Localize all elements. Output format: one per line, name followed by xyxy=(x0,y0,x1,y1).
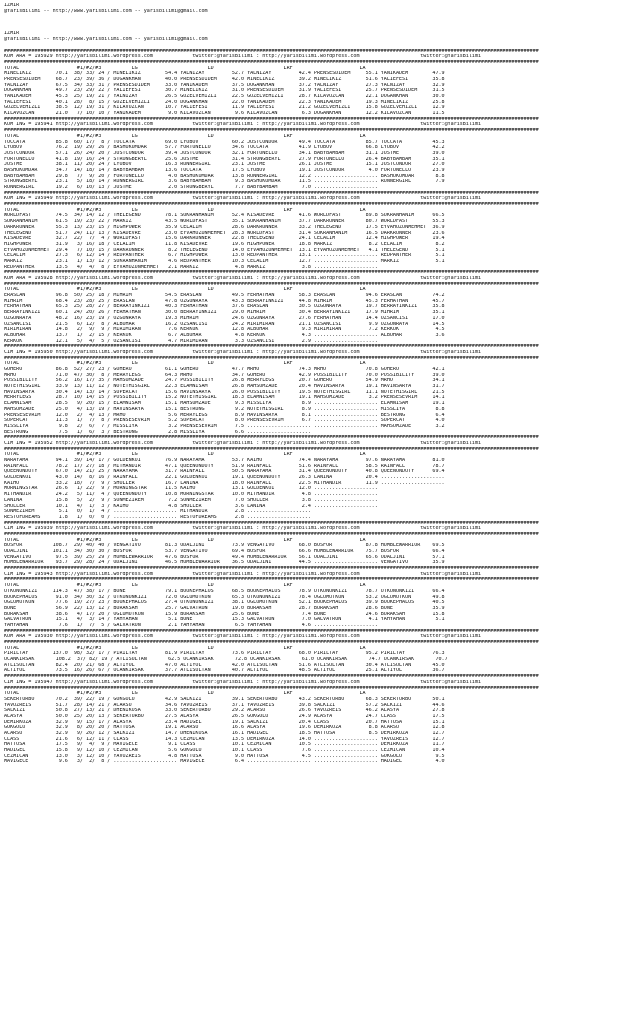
separator-line: ################################################################################################################################################################################ xyxy=(4,685,539,691)
result-row: HAVINSARYA 30.4 14/ 13/ 14 / SUPERCAT 15.6 HAVINSARYA 26.0 POSSIBILITY 19.5 NOTETHISGIRL 11.1 NOTETHISGIRL 21.5 xyxy=(4,389,445,395)
result-row: RAINFALL 78.2 17/ 27/ 18 / MITHANDIR 47.1 QUEENONDUTY 51.9 RAINFALL 51.6 RAINFALL 58.5 RAINFALL 78.7 xyxy=(4,463,445,469)
column-header: TOTAL #1/#2/#3 LG LD LRF LA xyxy=(4,583,366,589)
result-row: MARKIZ 23.1 1/ 13/ 12 / SUKRANHANIM 4.6 REDPANTHER 10.3 CELALIM 12.7 ..................... MARKIZ 5.1 xyxy=(4,258,445,264)
result-row: PIRILTAY 137.0 98/ 32/ 17 / PIRILTAY 81.9 PIRILTAY 73.6 PIRILTAY 68.0 PIRILTAY 95.2 PIRILTAY 76.3 xyxy=(4,651,445,657)
column-header: TOTAL #1/#2/#3 LG LD LRF LA xyxy=(4,287,366,293)
result-row: GOLDENKOI 43.0 14/ 8/ 16 / RAINFALL 22.1 GOLDENKOI 19.1 QUEENONDUTY 26.3 LANINA 20.4 ..................... xyxy=(4,475,445,481)
city-heading: IZMIR xyxy=(4,31,20,37)
result-row: SHULLER 10.1 4/ 1/ 3 / KAIHO 4.8 SHULLER 3.6 LANINA 2.4 ..................... xyxy=(4,503,378,509)
result-row: ERASLAN 96.8 50/ 25/ 18 / MIHRIM 54.5 ERASLAN 49.5 FERHATHAN 58.3 ERASLAN 94.6 ERASLAN 74.2 xyxy=(4,293,445,299)
result-row: BERRAYINKIZI 60.1 24/ 20/ 26 / FERHATHAN 30.0 BERRAYINKIZI 29.0 MIHRIM 30.4 BERRAYINKIZI 17.9 MIHRIM 35.1 xyxy=(4,310,445,316)
separator-line: ################################################################################################################################################################################ xyxy=(4,566,539,572)
result-row: MERRYLEGS 28.7 10/ 14/ 15 / POSSIBILITY 15.2 NOTETHISGIRL 18.3 ELAMNISAM 19.1 MAHSUMZADE 3.2 PRENSESEVRIM 14.1 xyxy=(4,395,445,401)
separator-line: ################################################################################################################################################################################ xyxy=(4,344,539,350)
result-row: HATTUSA 17.5 9/ 4/ 9 / MAVIGECE 9.1 CLASS 10.1 CEZMICAN 10.5 ..................... DEMIRKOZA 11.7 xyxy=(4,742,445,748)
separator-line: ################################################################################################################################################################################ xyxy=(4,446,539,452)
result-row: BURAKSAH 38.6 4/ 17/ 20 / OGLUMUTKUN 15.9 BURAKSAH 25.6 BONE 7.4 BONE 24.6 BURAKSAH 15.8 xyxy=(4,611,445,617)
result-row: GALVATRON 15.1 4/ 3/ 14 / YAHYAHAN 5.1 BONE 15.3 GALVATRON 7.0 GALVATRON 4.1 YAHYAHAN 5.1 xyxy=(4,617,445,623)
result-row: SALKIZI 50.8 27/ 13/ 21 / DHENIKOSA 33.0 SEKERTURBO 29.2 ACARSU 26.6 YAVUZREIS 46.2 ALASYA 27.8 xyxy=(4,708,445,714)
race-title: CIM ING = 195952 http://yarisbilimi.wordpress.com twitter:@YarisBilimi : http://yarisbilimi.wordpress.com twitter:@YarisBilimi xyxy=(4,440,482,446)
separator-line: ################################################################################################################################################################################ xyxy=(4,577,539,583)
result-row: MAHSUMZADE 25.0 4/ 13/ 19 / HAVINSARYA 15.1 BESTRONG 9.2 NOTETHISGIRL 8.9 ..................... MISSLIYA 8.8 xyxy=(4,406,445,412)
result-row: YAVUZREIS 51.7 28/ 14/ 21 / ACARSU 34.6 YAVUZREIS 37.1 YAVUZREIS 39.8 SALKIZI 57.2 SALKIZI 44.6 xyxy=(4,702,445,708)
separator-line: ################################################################################################################################################################################ xyxy=(4,640,539,645)
column-header: TOTAL #1/#2/#3 LG LD LRF LA xyxy=(4,452,366,458)
result-row: BOUKEPHALOS 91.0 34/ 30/ 32 / UTKUNUNKIZI 72.0 OGLUMUTKUN 65.3 UTKUNUNKIZI 78.4 OGLUMUTKUN 53.2 OGLUMUTKUN 49.8 xyxy=(4,594,445,600)
race-title: CIM ING = 195939 http://yarisbilimi.wordpress.com twitter:@YarisBilimi : http://yarisbilimi.wordpress.com twitter:@YarisBilimi xyxy=(4,526,482,532)
race-title: KUM ARA = 195930 http://yarisbilimi.wordpress.com twitter:@YarisBilimi : http://yarisbilimi.wordpress.com twitter:@YarisBilimi xyxy=(4,634,482,640)
result-row: ACARSU 32.9 9/ 26/ 12 / SALKIZI 14.7 DHENIKOSA 16.1 HADIGEL 18.5 HATTUSA 8.5 DEMIRKOZA 12.7 xyxy=(4,731,445,736)
separator-line: ################################################################################################################################################################################ xyxy=(4,59,539,65)
result-row: LANINA 15.8 5/ 2/ 9 / SONMEZIREM 7.2 SONMEZIREM 7.0 SHULLER 3.8 ..................... xyxy=(4,497,378,503)
result-row: DARKRUNNER 55.3 13/ 23/ 15 / HIGHPOWER 35.9 CELALIM 28.6 DARKRUNNER 33.2 THELEGEND 17.5 EYVAHUZUNMEHMET 36.9 xyxy=(4,224,445,230)
result-row: HUMBLEWARRIOR 93.7 29/ 28/ 24 / ODALJINI 46.5 HUMBLEWARRIOR 36.5 ODALJINI 44.5 ..................... VENGATIVO 35.9 xyxy=(4,560,445,566)
race-title: CIM ING = 195950 http://yarisbilimi.wordpress.com twitter:@YarisBilimi : http://yarisbilimi.wordpress.com twitter:@YarisBilimi xyxy=(4,349,482,355)
result-row: DOGANKHAN 49.7 23/ 29/ 22 / YALIEFESI 30.7 MINELIKIZ 31.0 PRENSESDIDEM 31.9 YALIEFESI 25.7 PRENSESDIDEM 31.5 xyxy=(4,88,445,94)
result-row: OGLUMUTKUN 77.6 19/ 27/ 23 / BOUKEPHALOS 27.4 UTKUNUNKIZI 38.1 OGLUMUTKUN 52.1 BOUKEPHALOS 39.9 BOUKEPHALOS 40.5 xyxy=(4,600,445,606)
result-row: SUKRANHANIM 61.5 19/ 23/ 22 / MARKIZ 43.5 WORLDFAST 35.1 SUKRANHANIM 37.7 DARKRUNNER 80.7 WORLDFAST 55.3 xyxy=(4,219,445,225)
result-row: MIRIMIRAN 14.8 2/ 9/ 9 / MIRIMIRAN 7.6 KERKUK 12.8 ALBUHAR 9.3 MIRIMIRAN 7.2 KERKUK 4.5 xyxy=(4,327,445,333)
column-header: TOTAL #1/#2/#3 LG LD LRF LA xyxy=(4,65,366,71)
result-row: JUSTME 38.1 11/ 20/ 24 / LYUBOV 16.3 RUNNERGIRL 23.1 JUSTME 26.1 JUSTME 15.1 JUSTCONDOR 27.0 xyxy=(4,162,445,168)
column-header: TOTAL #1/#2/#3 LG LD LRF LA xyxy=(4,691,366,697)
result-row: GOHERO 86.8 52/ 27/ 23 / GOHERO 61.1 GOHERO 47.7 MRHO 74.3 MRHO 70.8 GOHERO 42.1 xyxy=(4,367,445,372)
result-row: MORNINGSTAR 26.6 1/ 22/ 9 / MORNINGSTAR 11.5 KAIHO 13.1 GOLDENKOI 12.0 ..................... xyxy=(4,486,378,492)
column-header: TOTAL #1/#2/#3 LG LD LRF LA xyxy=(4,133,366,139)
race-list xyxy=(4,49,539,766)
race-title: KUM ARA = 195928 http://yarisbilimi.wordpress.com twitter:@YarisBilimi : http://yarisbilimi.wordpress.com twitter:@YarisBilimi xyxy=(4,276,482,281)
column-header: TOTAL #1/#2/#3 LG LD LRF LA xyxy=(4,361,366,367)
race-title: KUM ING = 195941 http://yarisbilimi.wordpress.com twitter:@YarisBilimi : http://yarisbilimi.wordpress.com twitter:@YarisBilimi xyxy=(4,122,482,128)
result-row: STRONGBERYL 23.1 5/ 18/ 14 / RUNNERGIRL 3.6 BABYBAMBAM 9.3 BASHUKUMDAR 11.5 ..................... RUNNERGIRL 7.9 xyxy=(4,179,445,185)
result-row: CEZMICAN 13.0 3/ 12/ 10 / YAVUZREIS 4.8 HATTUSA 9.0 HATTUSA 4.5 ..................... GOKGOLU 9.5 xyxy=(4,753,445,759)
result-row: ODALJINI 101.1 34/ 30/ 30 / BOSFOR 53.7 VENGATIVO 69.4 BOSFOR 66.6 HUMBLEWARRIOR 75.7 BOSFOR 66.4 xyxy=(4,549,445,554)
result-row: KERKUK 12.1 5/ 4/ 5 / OZSANCISI 4.7 MIRIMIRAN 3.3 OZSANCISI 2.9 ..................... xyxy=(4,338,378,344)
result-row: PRENSESDIDEM 68.7 23/ 39/ 36 / DOGANKHAN 40.0 PRENSESDIDEM 42.0 MINELIKIZ 39.2 MINELIKIZ 51.6 YALIEFESI 35.8 xyxy=(4,76,445,82)
result-row: WORLDFAST 74.5 34/ 14/ 12 / THELEGEND 78.1 SUKRANHANIM 52.4 KISADEVRE 41.6 WORLDFAST 89.8 SUKRANHANIM 66.5 xyxy=(4,213,445,219)
result-row: THELEGEND 51.7 24/ 11/ 13 / KISADEVRE 23.0 EYVAHUZUNMEHMET 28.3 WORLDFAST 31.4 SUKRANHANIM 16.5 DARKRUNNER 23.6 xyxy=(4,230,445,236)
separator-line: ################################################################################################################################################################################ xyxy=(4,270,539,276)
separator-line: ################################################################################################################################################################################ xyxy=(4,435,539,441)
result-row: QUEENONDUTY 67.0 14/ 21/ 25 / NARAYAMA 31.7 RAINFALL 50.5 NARAYAMA 31.4 QUEENONDUTY 40.8 QUEENONDUTY 69.4 xyxy=(4,469,445,475)
separator-line: ################################################################################################################################################################################ xyxy=(4,674,539,680)
result-row: UCANKIRSAK 108.2 37/ 82/ 19 / ATLISULTAN 62.5 UCANKIRSAK 72.8 UCANKIRSAK 61.0 UCANKIRSAK 74.7 UCANKIRSAK 70.7 xyxy=(4,657,448,663)
separator-line: ################################################################################################################################################################################ xyxy=(4,190,539,196)
result-row: NOTETHISGIRL 33.9 13/ 11/ 12 / NOTETHISGIRL 22.3 ELAMNISAM 26.8 MAHSUMZADE 20.4 HAVINSARYA 19.1 HAVINSARYA 31.7 xyxy=(4,384,445,390)
result-row: OZGUNRAYA 48.2 16/ 23/ 19 / OZGUNRAYA 19.3 MIHRIM 24.6 OZGUNRAYA 27.6 FERHATHAN 14.4 OZSANCISI 17.0 xyxy=(4,315,445,321)
result-row: POSSIBILITY 56.2 16/ 17/ 35 / MAHSUMZADE 24.7 POSSIBILITY 26.8 MERRYLEGS 20.7 GOHERO 54.9 MRHO 34.1 xyxy=(4,378,445,384)
column-header: TOTAL #1/#2/#3 LG LD LRF LA xyxy=(4,207,366,213)
result-row: YALIEFESI 40.1 28/ 8/ 15 / GUZELVEHIZLI 24.0 DOGANKHAN 22.0 YANIKADEM 22.3 YANIKADEM 19.3 MINELIKIZ 25.8 xyxy=(4,99,445,105)
result-row: FORTUNELLO 41.8 19/ 16/ 24 / STRONGBERYL 25.6 JUSTME 31.4 STRONGBERYL 27.9 FORTUNELLO 26.4 BABYBAMBAM 35.1 xyxy=(4,156,445,162)
result-row: JUSTCONDOR 57.1 26/ 24/ 20 / JUSTCONDOR 39.4 JUSTCONDOR 32.1 FORTUNELLO 34.1 BABYBAMBAM 31.1 JUSTME 39.0 xyxy=(4,150,445,156)
result-row: GUZELVEHIZLI 38.5 12/ 19/ 31 / KILAVUZCAN 10.7 YALIEFESI 11.9 YALIEFESI 21.2 GUZELVEHIZLI 15.8 GUZELVEHIZLI 12.9 xyxy=(4,105,445,111)
result-row: REDPANTHER 13.5 4/ 4/ 8 / EYVAHUZUNMEHMET 2.1 MARKIZ 4.8 MARKIZ 3.8 ..................... xyxy=(4,264,378,270)
result-row: KAIHO 33.2 18/ 7/ 9 / SHULLER 16.7 LANINA 18.0 RAINFALL 22.5 MITHANDIR 11.9 ..................... xyxy=(4,480,445,486)
result-row: RESTOFDREAMS 1.8 1/ 0/ 0 / ..................... RESTOFDREAMS 2.8 ..................... xyxy=(4,514,311,520)
result-row: MIHRIM 68.4 23/ 28/ 25 / ERASLAN 47.8 OZGUNRAYA 43.3 BERRAYINKIZI 44.8 MIHRIM 45.3 FERHATHAN 45.7 xyxy=(4,298,445,304)
result-row: ATLISULTAN 82.4 20/ 21/ 68 / ALTIYOL 47.0 ALTIYOL 42.0 ATLISULTAN 51.6 ATLISULTAN 30.4 ATLISULTAN 45.0 xyxy=(4,662,445,668)
result-row: UTKUNUNKIZI 114.3 47/ 38/ 17 / BONE 79.1 BOUKEPHALOS 68.5 BOUKEPHALOS 78.9 UTKUNUNKIZI 78.7 UTKUNUNKIZI 66.4 xyxy=(4,588,445,594)
result-row: LYUBOV 76.2 19/ 29/ 26 / BASHUKUMDAR 57.7 FORTUNELLO 34.6 TOCCATA 41.9 LYUBOV 66.8 LYUBOV 42.2 xyxy=(4,145,445,151)
result-row: SUPERCAT 11.3 1/ 7/ 8 / PRENSESEVRIM 5.2 SUPERCAT 8.0 PRENSESEVRIM 6.7 ..................... SUPERCAT 4.0 xyxy=(4,418,445,424)
result-row: MRHO 71.0 47/ 30/ 8 / MERRYLEGS 64.3 MRHO 34.7 GOHERO 42.9 POSSIBILITY 70.0 POSSIBILITY 39.0 xyxy=(4,372,445,378)
result-row: DEMIRKOZA 32.9 9/ 15/ 17 / ALASYA 23.4 HADIGEL 19.1 SALKIZI 20.4 CLASS 20.7 HATTUSA 15.1 xyxy=(4,719,445,725)
race-title: KUM ING = 195949 http://yarisbilimi.wordpress.com twitter:@YarisBilimi : http://yarisbilimi.wordpress.com twitter:@YarisBilimi xyxy=(4,196,482,202)
result-row: SEKERTURBO 70.2 39/ 22/ 19 / GOKGOLU 42.9 SALKIZI 39.1 SEKERTURBO 43.2 SEKERTURBO 68.3 SEKERTURBO 50.1 xyxy=(4,696,445,702)
separator-line: ################################################################################################################################################################################ xyxy=(4,628,539,634)
result-row: CELALIM 27.3 6/ 12/ 14 / REDPANTHER 6.7 HIGHPOWER 13.0 REDPANTHER 13.1 ..................... REDPANTHER 5.1 xyxy=(4,253,445,259)
result-row: ALTIYOL 73.5 16/ 26/ 67 / UCANKIRSAK 37.7 ATLISULTAN 40.7 ALTIYOL 48.5 ALTIYOL 25.1 ALTIYOL 36.7 xyxy=(4,668,445,674)
separator-line: ################################################################################################################################################################################ xyxy=(4,355,539,361)
result-row: KILAVUZCAN 21.0 7/ 10/ 10 / YANIKADEM 9.0 KILAVUZCAN 9.6 KILAVUZCAN 6.3 DOGANKHAN 12.2 KILAVUZCAN 11.5 xyxy=(4,111,445,117)
result-row: KISADEVRE 32.7 22/ 7/ 4 / WORLDFAST 15.6 DARKRUNNER 22.8 THELEGEND 24.1 CELALIM 12.4 HIGHPOWER 19.4 xyxy=(4,236,445,242)
result-row: SONMEZIREM 5.1 0/ 1/ 4 / ..................... MITHANDIR 2.8 ..................... xyxy=(4,509,311,515)
result-row: BABYBAMBAM 29.8 7/ 9/ 20 / FORTUNELLO 4.0 BASHUKUMDAR 13.8 RUNNERGIRL 12.2 ..................... BASHUKUMDAR 8.8 xyxy=(4,173,445,179)
result-row: YAHYAHAN 7.6 1/ 7/ 5 / GALVATRON 2.1 YAHYAHAN 6.5 YAHYAHAN 4.6 ..................... xyxy=(4,622,378,628)
separator-line: ################################################################################################################################################################################ xyxy=(4,116,539,122)
race-title: CIM ING = 195947 http://yarisbilimi.wordpress.com twitter:@YarisBilimi : http://yarisbilimi.wordpress.com twitter:@YarisBilimi xyxy=(4,679,482,685)
result-row: MITHANDIR 24.2 5/ 11/ 4 / QUEENONDUTY 10.8 MORNINGSTAR 10.0 MITHANDIR 4.8 ..................... xyxy=(4,492,378,498)
separator-line: ################################################################################################################################################################################ xyxy=(4,531,539,537)
result-row: BOSFOR 108.7 29/ 40/ 40 / VENGATIVO 81.3 ODALJINI 73.9 VENGATIVO 68.0 BOSFOR 87.8 HUMBLEWARRIOR 69.5 xyxy=(4,543,445,549)
result-row: ALBUHAR 13.7 1/ 2/ 15 / KERKUK 6.7 ALBUHAR 4.8 KERKUK 4.3 ..................... ALBUHAR 3.6 xyxy=(4,332,445,338)
result-row: BASHUKUMDAR 34.7 14/ 18/ 14 / BABYBAMBAM 13.6 TOCCATA 17.5 LYUBOV 19.1 JUSTCONDOR 4.0 FORTUNELLO 23.9 xyxy=(4,167,445,173)
result-row: VENGATIVO 97.5 39/ 25/ 29 / HUMBLEWARRIOR 47.6 BOSFOR 49.4 HUMBLEWARRIOR 56.1 ODALJINI 65.6 ODALJINI 57.1 xyxy=(4,554,445,560)
column-header: TOTAL #1/#2/#3 LG LD LRF LA xyxy=(4,645,366,651)
city-heading: IZMIR xyxy=(4,3,20,8)
result-row: MAVIGECE 9.6 3/ 2/ 8 / ..................... MAVIGECE 6.4 ..................... ..................... HADIGEL 4.0 xyxy=(4,759,445,765)
results-document xyxy=(4,3,539,765)
separator-line: ################################################################################################################################################################################ xyxy=(4,128,539,134)
result-row: NARAYAMA 94.1 39/ 14/ 17 / GOLDENKOI 76.9 NARAYAMA 53.7 KAIHO 74.4 NARAYAMA 97.6 NARAYAMA 81.0 xyxy=(4,458,445,463)
result-row: HADIGEL 15.8 9/ 12/ 10 / CEZMICAN 5.6 GOKGOLU 10.1 CLASS 7.6 ..................... CEZMICAN 10.4 xyxy=(4,748,445,754)
result-row: RUNNERGIRL 19.2 6/ 10/ 13 / JUSTME 2.0 STRONGBERYL 7.7 BABYBAMBAM 7.0 ..................... xyxy=(4,185,378,190)
race-title: KUM ARA = 195929 http://yarisbilimi.wordpress.com twitter:@YarisBilimi : http://yarisbilimi.wordpress.com twitter:@YarisBilimi xyxy=(4,54,482,60)
result-row: CLASS 21.6 6/ 12/ 11 / CLASS 14.3 CEZMICAN 13.5 DEMIRKOZA 14.0 ..................... YAVUZREIS 12.7 xyxy=(4,736,445,742)
race-title: CIM ING = 195943 http://yarisbilimi.wordpress.com twitter:@YarisBilimi : http://yarisbilimi.wordpress.com twitter:@YarisBilimi xyxy=(4,571,482,577)
result-row: TOCCATA 85.8 60/ 17/ 8 / TOCCATA 69.0 LYUBOV 60.2 JUSTCONDOR 49.4 TOCCATA 85.7 TOCCATA 45.3 xyxy=(4,139,445,145)
result-row: BONE 56.9 22/ 13/ 12 / BURAKSAH 25.7 GALVATRON 19.0 BURAKSAH 28.7 BURAKSAH 28.6 BONE 35.9 xyxy=(4,605,445,611)
result-row: GOKGOLU 32.9 8/ 20/ 20 / HATTUSA 19.1 ACARSU 16.6 ALASYA 19.6 DEMIRKOZA 8.8 ACARSU 12.8 xyxy=(4,725,445,731)
result-row: YANIKADEM 45.3 25/ 19/ 21 / YALNIZAY 26.5 GUZELVEHIZLI 22.5 GUZELVEHIZLI 28.7 KILAVUZCAN 22.1 DOGANKHAN 30.0 xyxy=(4,94,445,99)
column-header: TOTAL #1/#2/#3 LG LD LRF LA xyxy=(4,537,366,543)
result-row: FERHATHAN 65.3 25/ 28/ 27 / BERRAYINKIZI 40.3 FERHATHAN 37.6 ERASLAN 30.5 OZGUNRAYA 19.7 BERRAYINKIZI 35.8 xyxy=(4,304,445,310)
separator-line: ################################################################################################################################################################################ xyxy=(4,202,539,208)
result-row: PRENSESEVRIM 12.0 2/ 4/ 13 / MRHO 5.6 MERRYLEGS 8.9 HAVINSARYA 8.1 ..................... BESTRONG 6.4 xyxy=(4,412,445,418)
credit-line: @YarisBilimi -- http://www.yarisbilimi.com -- yarisbilimi@gmail.com xyxy=(4,37,208,43)
result-row: BESTRONG 7.5 1/ 6/ 3 / BESTRONG 2.8 MISSLIYA 6.6 ..................... xyxy=(4,429,311,435)
separator-line: ################################################################################################################################################################################ xyxy=(4,281,539,287)
result-row: ALASYA 50.0 25/ 20/ 13 / SEKERTURBO 27.5 ALASYA 26.5 GOKGOLU 24.9 ALASYA 24.7 CLASS 17.5 xyxy=(4,713,445,719)
result-row: ELAMNISAM 28.5 9/ 20/ 15 / ELAMNISAM 15.1 MAHSUMZADE 9.3 MISSLIYA 8.9 ..................... ELAMNISAM 19.1 xyxy=(4,401,445,407)
result-row: HIGHPOWER 31.9 3/ 16/ 18 / CELALIM 11.8 KISADEVRE 19.6 HIGHPOWER 18.8 MARKIZ 8.2 CELALIM 8.2 xyxy=(4,241,445,247)
result-row: OZSANCISI 21.5 6/ 12/ 8 / ALBUHAR 16.2 OZSANCISI 24.2 MIRIMIRAN 21.1 OZSANCISI 9.9 OZGUNRAYA 14.5 xyxy=(4,321,445,327)
credit-line: @YarisBilimi -- http://www.yarisbilimi.com -- yarisbilimi@gmail.com xyxy=(4,8,208,14)
result-row: EYVAHUZUNMEHMET 29.4 7/ 10/ 15 / DARKRUNNER 8.2 THELEGEND 14.0 EYVAHUZUNMEHMET 13.1 EYVAHUZUNMEHMET 4.1 THELEGEND 5.1 xyxy=(4,247,445,253)
result-row: MISSLIYA 9.8 2/ 6/ 7 / MISSLIYA 3.2 PRENSESEVRIM 7.5 ..................... ..................... MAHSUMZADE 3.2 xyxy=(4,423,445,429)
result-row: YALNIZAY 67.5 34/ 33/ 31 / PRENSESDIDEM 33.0 YANIKADEM 37.5 DOGANKHAN 37.2 YALNIZAY 27.3 YALNIZAY 32.9 xyxy=(4,82,445,88)
separator-line: ################################################################################################################################################################################ xyxy=(4,48,539,54)
result-row: MINELIKIZ 70.1 38/ 33/ 24 / MINELIKIZ 54.4 YALNIZAY 52.7 YALNIZAY 42.4 PRENSESDIDEM 55.1 YANIKADEM 47.9 xyxy=(4,71,445,77)
separator-line: ################################################################################################################################################################################ xyxy=(4,520,539,526)
